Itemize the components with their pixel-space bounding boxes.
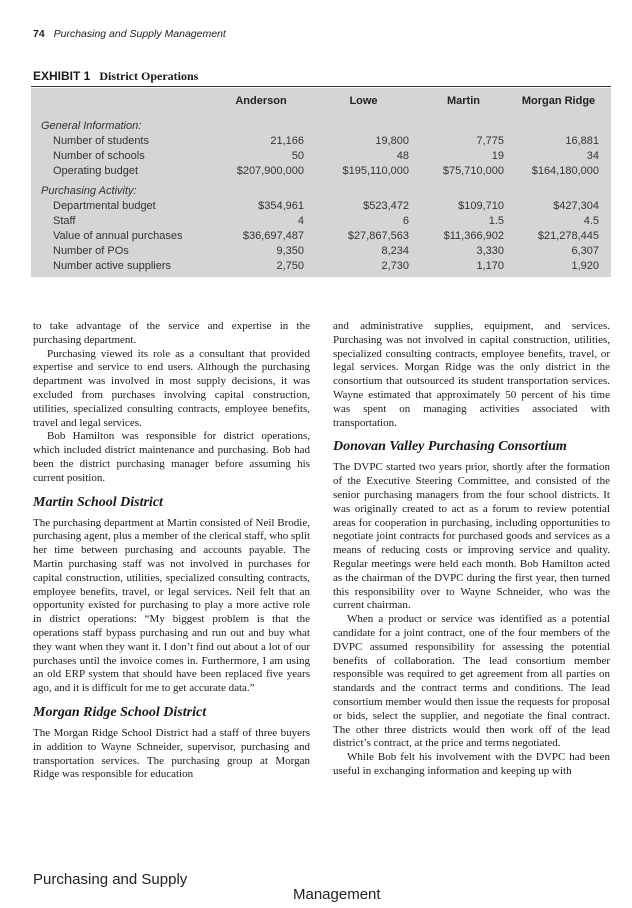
table-cell: $523,472 bbox=[363, 200, 409, 212]
exhibit-caption: District Operations bbox=[99, 69, 199, 83]
table-spacer bbox=[31, 274, 611, 277]
page-number: 74 bbox=[33, 28, 45, 40]
exhibit-rule bbox=[31, 86, 611, 87]
table-cell: 4 bbox=[297, 215, 304, 227]
table-cell: $207,900,000 bbox=[236, 165, 304, 177]
table-row-label: Number of schools bbox=[53, 150, 145, 162]
table-cell: $36,697,487 bbox=[242, 230, 304, 242]
table-cell: 19 bbox=[491, 150, 504, 162]
table-row bbox=[31, 164, 611, 179]
table-cell: 16,881 bbox=[565, 135, 599, 147]
section-heading: Donovan Valley Purchasing Consortium bbox=[333, 439, 567, 455]
table-cell: 2,730 bbox=[381, 260, 409, 272]
table-cell: $195,110,000 bbox=[342, 165, 409, 177]
exhibit-label: EXHIBIT 1 bbox=[33, 69, 91, 83]
district-operations-table bbox=[31, 88, 611, 277]
table-cell: 50 bbox=[291, 150, 304, 162]
table-row bbox=[31, 134, 611, 149]
table-row bbox=[31, 199, 611, 214]
table-cell: $354,961 bbox=[258, 200, 304, 212]
section-heading: Morgan Ridge School District bbox=[33, 704, 207, 720]
body-paragraph: to take advantage of the service and expertise in the purchasing department. bbox=[33, 320, 310, 346]
body-paragraph: The Morgan Ridge School District had a staff of three buyers in addition to Wayne Schneider, supervisor, purchasing and transportation services. The purchasing group at Morgan Ridge was responsible for education bbox=[33, 726, 310, 781]
table-cell: 48 bbox=[396, 150, 409, 162]
table-row bbox=[31, 259, 611, 274]
body-paragraph: and administrative supplies, equipment, and services. Purchasing was not involved in capital construction, utilities, specialized consulting contracts, employee benefits, travel, or legal services. Morgan Ridge was the only district in the consortium that outsourced its student transportation services. Wayne estimated that approximately 50 percent of his time was spent on managing activities associated with transportation. bbox=[333, 320, 610, 429]
body-paragraph: When a product or service was identified as a potential candidate for a joint contract, one of the four members of the DVPC assumed responsibility for assessing the potential benefits of collaboration. The lead consortium member responsible was required to get agreement from all parties on standards and the contract terms and conditions. The lead consortium member would then issue the requests for proposal or bids, select the supplier, and negotiate the final contract. The other three districts would then work off of the lead district’s contract, at the price and terms negotiated. bbox=[333, 613, 610, 750]
right-text-column bbox=[333, 320, 610, 779]
table-cell: $427,304 bbox=[553, 200, 599, 212]
table-cell: 19,800 bbox=[375, 135, 409, 147]
table-cell: $164,180,000 bbox=[531, 165, 599, 177]
column-header: Morgan Ridge bbox=[521, 95, 596, 107]
table-cell: $75,710,000 bbox=[442, 165, 504, 177]
running-head bbox=[33, 28, 226, 40]
body-paragraph: The DVPC started two years prior, shortly after the formation of the Executive Steering Committee, and consisted of the senior purchasing managers from the four school districts. It was originally created to act as a forum to review potential areas for cooperation in purchasing, including opportunities to negotiate joint contracts for purchased goods and services as a means of reducing costs or improving service and quality. Regular meetings were held each month. Bob Hamilton acted as the chairman of the DVPC during the first year, then turned this responsibility over to Wayne Schneider, who was the current chairman. bbox=[333, 461, 610, 612]
body-paragraph: While Bob felt his involvement with the DVPC had been useful in exchanging information and keeping up with bbox=[333, 751, 610, 777]
table-body bbox=[31, 114, 611, 277]
table-row-label: Departmental budget bbox=[53, 200, 156, 212]
table-cell: $21,278,445 bbox=[537, 230, 599, 242]
table-cell: 21,166 bbox=[270, 135, 304, 147]
column-header: Lowe bbox=[349, 95, 378, 107]
table-cell: 1,920 bbox=[571, 260, 599, 272]
footer-left: Purchasing and Supply bbox=[33, 871, 188, 888]
table-row-label: Number of students bbox=[53, 135, 149, 147]
table-row-label: Value of annual purchases bbox=[53, 230, 183, 242]
table-section-row bbox=[31, 179, 611, 199]
book-title: Purchasing and Supply Management bbox=[53, 28, 226, 40]
table-section-title: Purchasing Activity: bbox=[41, 185, 137, 197]
table-cell: 9,350 bbox=[276, 245, 304, 257]
table-section-title: General Information: bbox=[41, 120, 142, 132]
table-cell: 1.5 bbox=[488, 215, 504, 227]
table-cell: $109,710 bbox=[458, 200, 504, 212]
table-row bbox=[31, 214, 611, 229]
table-cell: 4.5 bbox=[583, 215, 599, 227]
body-paragraph: Bob Hamilton was responsible for district operations, which included district maintenance and purchasing. Bob had been the district purchasing manager before assuming his current position. bbox=[33, 430, 310, 484]
table-cell: 6,307 bbox=[571, 245, 599, 257]
body-paragraph: Purchasing viewed its role as a consultant that provided expertise and service to end users. Although the purchasing department was involved in most supply decisions, it was excluded from purchases involving capital construction, utilities, specialized consulting contracts, employee benefits, travel and legal services. bbox=[33, 347, 310, 429]
table-cell: 8,234 bbox=[381, 245, 409, 257]
footer-center: Management bbox=[293, 886, 381, 903]
table-row-label: Number active suppliers bbox=[53, 260, 171, 272]
table-header-row bbox=[31, 88, 611, 114]
column-header: Martin bbox=[447, 95, 480, 107]
table-row bbox=[31, 244, 611, 259]
exhibit-title bbox=[33, 69, 198, 84]
table-row bbox=[31, 229, 611, 244]
table-row-label: Operating budget bbox=[53, 165, 139, 177]
body-paragraph: The purchasing department at Martin consisted of Neil Brodie, purchasing agent, plus a member of the clerical staff, who split her time between purchasing and accounts payable. The Martin purchasing staff was not involved in purchases for capital construction, utilities, specialized consulting contracts, employee benefits, travel, or legal services. Neil felt that an opportunity existed for purchasing to play a more active role in district operations: “My biggest problem is that the operations staff bypass purchasing and run out and buy what they want when they want it. I don’t find out about a lot of our purchases until the invoice comes in. Furthermore, I am using an old ERP system that should have been replaced five years ago, and it is difficult for me to get accurate data.” bbox=[33, 516, 310, 695]
table-cell: 1,170 bbox=[476, 260, 504, 272]
column-header: Anderson bbox=[235, 95, 287, 107]
table-row bbox=[31, 149, 611, 164]
table-cell: 2,750 bbox=[276, 260, 304, 272]
table-cell: 34 bbox=[586, 150, 599, 162]
table-cell: 6 bbox=[402, 215, 409, 227]
left-text-column bbox=[33, 320, 310, 782]
table-cell: $27,867,563 bbox=[347, 230, 409, 242]
table-header-blank bbox=[31, 88, 216, 114]
table-cell: 3,330 bbox=[476, 245, 504, 257]
table-cell: $11,366,902 bbox=[443, 230, 504, 242]
table-row-label: Number of POs bbox=[53, 245, 129, 257]
section-heading: Martin School District bbox=[33, 494, 163, 510]
table-section-row bbox=[31, 114, 611, 134]
table-cell: 7,775 bbox=[476, 135, 504, 147]
table-row-label: Staff bbox=[53, 215, 76, 227]
